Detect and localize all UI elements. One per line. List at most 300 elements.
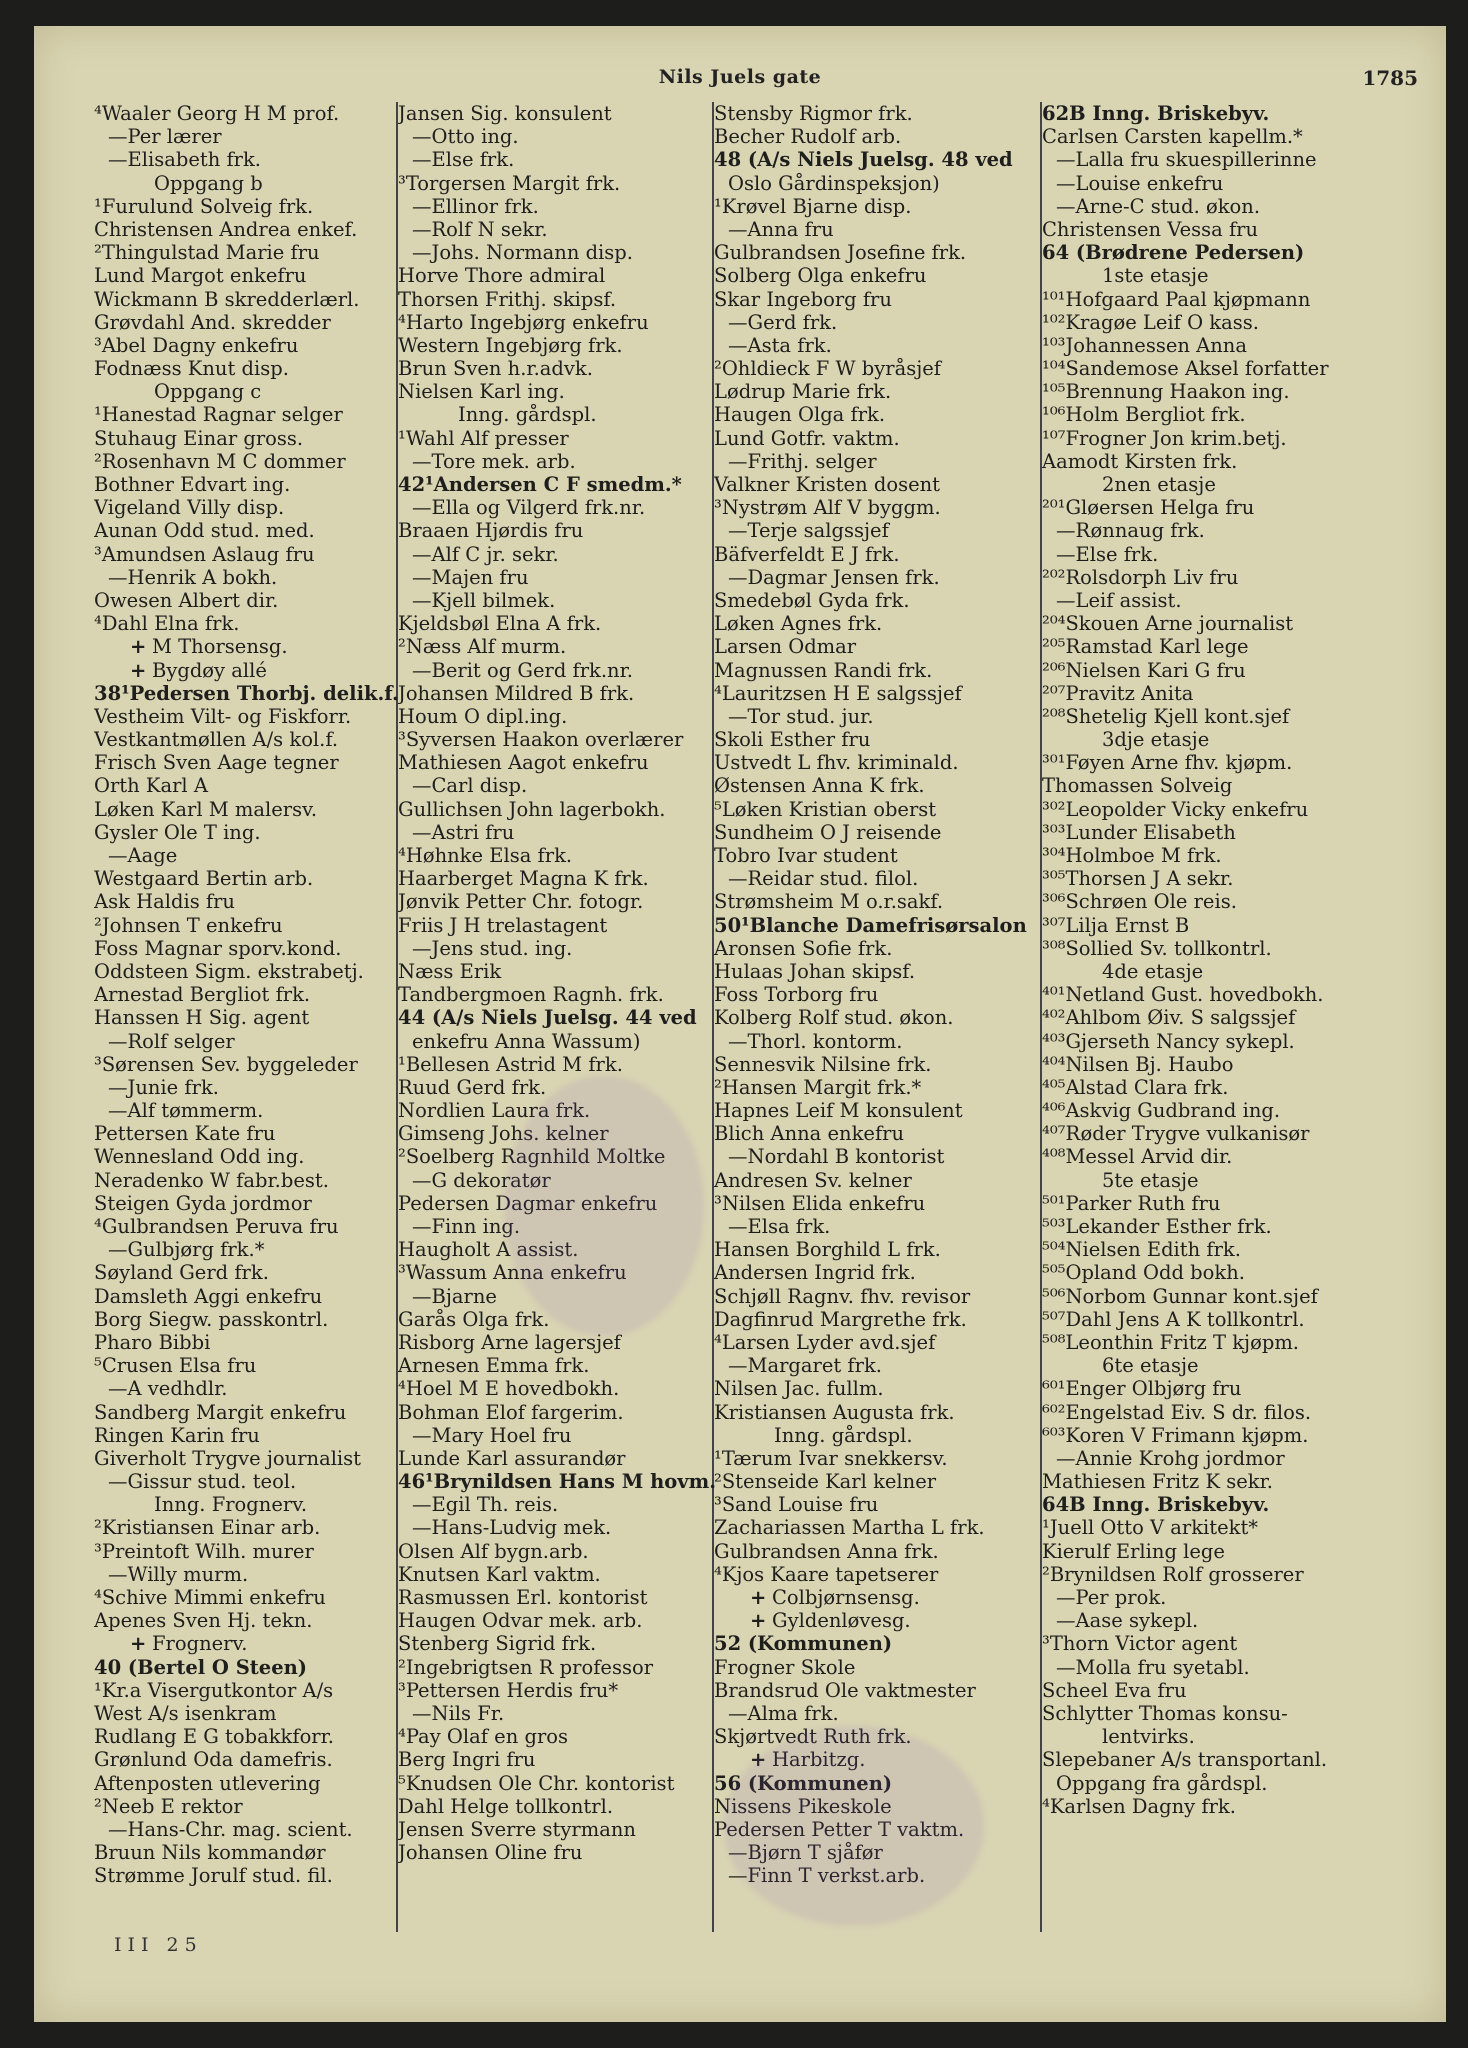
directory-entry <box>1042 1540 1412 1563</box>
entry-text: ⁴⁰⁸Messel Arvid dir. <box>1042 1145 1233 1169</box>
entry-text: Søyland Gerd frk. <box>94 1261 269 1285</box>
entry-text: ³⁰⁸Sollied Sv. tollkontrl. <box>1042 936 1272 960</box>
entry-text: ³Amundsen Aslaug fru <box>94 542 315 566</box>
directory-entry <box>94 844 429 867</box>
entry-text: Skar Ingeborg fru <box>714 287 892 311</box>
directory-entry <box>94 890 429 913</box>
directory-entry <box>398 1656 742 1679</box>
directory-entry <box>94 1215 429 1238</box>
directory-entry <box>714 1076 1078 1099</box>
directory-entry <box>1042 450 1412 473</box>
entry-text: Oppgang c <box>154 380 262 404</box>
directory-entry <box>94 1145 429 1168</box>
entry-text: Rasmussen Erl. kontorist <box>398 1586 648 1609</box>
entry-text: Haugholt A assist. <box>398 1238 579 1262</box>
directory-entry <box>1042 1261 1412 1284</box>
cross-street-icon: + <box>750 1748 767 1772</box>
entry-text: Rudlang E G tobakkforr. <box>94 1725 335 1749</box>
entry-text: ⁴Høhnke Elsa frk. <box>398 844 573 867</box>
entry-text: ⁵⁰⁵Opland Odd bokh. <box>1042 1261 1245 1285</box>
directory-column-1 <box>94 102 429 1887</box>
directory-entry <box>1042 844 1412 867</box>
entry-text: Smedebøl Gyda frk. <box>714 588 910 612</box>
entry-text: ⁴⁰⁶Askvig Gudbrand ing. <box>1042 1099 1281 1123</box>
directory-entry <box>714 380 1078 403</box>
directory-entry <box>714 1261 1078 1284</box>
directory-entry <box>94 1122 429 1145</box>
entry-text: ⁵⁰⁶Norbom Gunnar kont.sjef <box>1042 1284 1318 1308</box>
directory-entry <box>398 1540 742 1563</box>
entry-text: Oslo Gårdinspeksjon) <box>728 171 940 195</box>
entry-text: ⁴Waaler Georg H M prof. <box>94 102 340 125</box>
entry-text: ²Kristiansen Einar arb. <box>94 1516 321 1540</box>
entry-text: ²Thingulstad Marie fru <box>94 241 320 265</box>
directory-entry <box>398 1725 742 1748</box>
entry-text: Schjøll Ragnv. fhv. revisor <box>714 1284 971 1308</box>
section-heading <box>398 403 742 426</box>
directory-entry <box>1042 914 1412 937</box>
section-heading <box>94 172 429 195</box>
directory-entry <box>714 774 1078 797</box>
entry-text: ¹Tærum Ivar snekkersv. <box>714 1446 948 1470</box>
section-heading <box>1042 728 1412 751</box>
entry-text: —Hans-Chr. mag. scient. <box>108 1817 353 1841</box>
directory-entry <box>714 1540 1078 1563</box>
entry-text: ¹⁰⁴Sandemose Aksel forfatter <box>1042 357 1329 381</box>
directory-entry <box>714 543 1078 566</box>
entry-text: ¹Bellesen Astrid M frk. <box>398 1052 623 1076</box>
section-heading <box>714 1609 1078 1632</box>
directory-entry <box>398 125 742 148</box>
entry-text: —Frithj. selger <box>728 449 877 473</box>
directory-entry <box>1042 1030 1412 1053</box>
entry-text: —Johs. Normann disp. <box>412 241 633 265</box>
entry-text: Nilsen Jac. fullm. <box>714 1377 884 1401</box>
entry-text: Hulaas Johan skipsf. <box>714 959 916 983</box>
entry-text: —Tor stud. jur. <box>728 704 874 728</box>
directory-entry <box>398 1748 742 1771</box>
directory-entry <box>398 659 742 682</box>
entry-text: Slepebaner A/s transportanl. <box>1042 1748 1328 1772</box>
section-heading <box>1042 264 1412 287</box>
entry-text: Oppgang fra gårdspl. <box>1056 1771 1268 1795</box>
entry-text: enkefru Anna Wassum) <box>412 1029 641 1053</box>
entry-text: —Annie Krohg jordmor <box>1056 1446 1285 1470</box>
directory-entry <box>398 1377 742 1400</box>
entry-text: ⁶⁰³Koren V Frimann kjøpm. <box>1042 1423 1309 1447</box>
entry-text: —Astri fru <box>412 820 515 844</box>
entry-text: —Rolf N sekr. <box>412 217 548 241</box>
entry-text: ⁴⁰⁵Alstad Clara frk. <box>1042 1075 1229 1099</box>
entry-text: ⁴Kjos Kaare tapetserer <box>714 1562 939 1586</box>
directory-entry <box>94 1401 429 1424</box>
directory-entry <box>398 195 742 218</box>
directory-entry <box>714 496 1078 519</box>
directory-entry <box>1042 1632 1412 1655</box>
entry-text: Mathiesen Fritz K sekr. <box>1042 1470 1273 1494</box>
entry-text: ¹Wahl Alf presser <box>398 426 569 450</box>
directory-entry <box>94 1795 429 1818</box>
entry-text: Lunde Karl assurandør <box>398 1446 626 1470</box>
directory-entry <box>398 1563 742 1586</box>
entry-text: Blich Anna enkefru <box>714 1122 905 1146</box>
entry-text: ⁴Hoel M E hovedbokh. <box>398 1377 620 1401</box>
entry-text: ³⁰⁷Lilja Ernst B <box>1042 913 1190 937</box>
entry-text: Gullichsen John lagerbokh. <box>398 797 666 821</box>
entry-text: ¹Furulund Solveig frk. <box>94 194 314 218</box>
entry-text: ¹Krøvel Bjarne disp. <box>714 194 912 218</box>
entry-text: —Gissur stud. teol. <box>108 1470 297 1494</box>
entry-text: Pharo Bibbi <box>94 1330 211 1354</box>
entry-text: ²⁰¹Gløersen Helga fru <box>1042 496 1255 520</box>
entry-text: Sandberg Margit enkefru <box>94 1400 347 1424</box>
entry-text: Hanssen H Sig. agent <box>94 1006 310 1030</box>
directory-entry <box>1042 218 1412 241</box>
entry-text: —Nordahl B kontorist <box>728 1145 945 1169</box>
directory-entry <box>714 1725 1078 1748</box>
entry-text: Scheel Eva fru <box>1042 1678 1187 1702</box>
section-heading <box>714 1424 1078 1447</box>
entry-text: Grøvdahl And. skredder <box>94 310 331 334</box>
entry-text: ²Brynildsen Rolf grosserer <box>1042 1562 1304 1586</box>
entry-text: Olsen Alf bygn.arb. <box>398 1539 589 1563</box>
entry-text: 44 (A/s Niels Juelsg. 44 ved <box>398 1006 697 1030</box>
entry-text: Kolberg Rolf stud. økon. <box>714 1006 954 1030</box>
entry-text: —Reidar stud. filol. <box>728 867 919 891</box>
entry-text: Frisch Sven Aage tegner <box>94 751 339 775</box>
entry-text: Christensen Andrea enkef. <box>94 217 358 241</box>
entry-text: Horve Thore admiral <box>398 264 606 288</box>
directory-entry <box>714 334 1078 357</box>
directory-entry <box>398 589 742 612</box>
directory-entry <box>714 751 1078 774</box>
directory-entry <box>1042 1748 1412 1771</box>
directory-entry <box>714 1308 1078 1331</box>
directory-entry <box>714 1656 1078 1679</box>
entry-text: ⁴Lauritzsen H E salgssjef <box>714 681 962 705</box>
directory-entry <box>1042 1679 1412 1702</box>
entry-text: —Elisabeth frk. <box>108 148 262 172</box>
directory-entry <box>94 264 429 287</box>
entry-text: ²Ohldieck F W byråsjef <box>714 357 942 381</box>
entry-text: Østensen Anna K frk. <box>714 774 925 798</box>
directory-entry <box>398 1702 742 1725</box>
directory-entry <box>398 1331 742 1354</box>
entry-text: ⁴Pay Olaf en gros <box>398 1725 569 1749</box>
entry-text: Oddsteen Sigm. ekstrabetj. <box>94 959 364 983</box>
directory-entry <box>398 774 742 797</box>
cross-street-icon: + <box>130 1632 147 1656</box>
directory-entry <box>94 288 429 311</box>
directory-entry <box>1042 1331 1412 1354</box>
entry-text: 2nen etasje <box>1102 473 1216 496</box>
entry-text: 4de etasje <box>1102 959 1204 983</box>
directory-entry <box>94 914 429 937</box>
entry-text: ⁵Løken Kristian oberst <box>714 797 937 821</box>
entry-text: ³⁰⁴Holmboe M frk. <box>1042 844 1222 867</box>
entry-text: ⁵⁰¹Parker Ruth fru <box>1042 1191 1221 1215</box>
entry-text: ¹Kr.a Visergutkontor A/s <box>94 1678 334 1702</box>
directory-entry <box>94 1169 429 1192</box>
entry-text: —Nils Fr. <box>412 1701 505 1725</box>
directory-entry <box>398 1030 742 1053</box>
directory-entry <box>714 566 1078 589</box>
directory-entry <box>1042 1053 1412 1076</box>
entry-text: 42¹Andersen C F smedm.* <box>398 473 682 496</box>
directory-entry <box>714 1563 1078 1586</box>
entry-text: Jønvik Petter Chr. fotogr. <box>398 890 644 914</box>
directory-entry <box>714 1772 1078 1795</box>
entry-text: Pettersen Kate fru <box>94 1122 276 1146</box>
directory-entry <box>398 264 742 287</box>
directory-entry <box>398 890 742 913</box>
directory-entry <box>1042 1145 1412 1168</box>
entry-text: Garås Olga frk. <box>398 1307 550 1331</box>
entry-text: Becher Rudolf arb. <box>714 125 902 149</box>
directory-entry <box>1042 1447 1412 1470</box>
directory-entry <box>94 1261 429 1284</box>
entry-text: ²⁰²Rolsdorph Liv fru <box>1042 565 1239 589</box>
entry-text: Aftenposten utlevering <box>94 1771 321 1795</box>
entry-text: —Gerd frk. <box>728 310 838 334</box>
directory-entry <box>1042 867 1412 890</box>
entry-text: —Asta frk. <box>728 333 832 357</box>
directory-entry <box>1042 612 1412 635</box>
directory-entry <box>1042 983 1412 1006</box>
entry-text: Westgaard Bertin arb. <box>94 867 314 891</box>
directory-entry <box>94 496 429 519</box>
entry-text: Pedersen Petter T vaktm. <box>714 1817 965 1841</box>
entry-text: Inng. Frognerv. <box>154 1493 308 1517</box>
entry-text: 50¹Blanche Damefrisørsalon <box>714 913 1027 937</box>
entry-text: Berg Ingri fru <box>398 1748 536 1772</box>
directory-entry <box>398 496 742 519</box>
directory-entry <box>398 1285 742 1308</box>
directory-entry <box>1042 659 1412 682</box>
directory-entry <box>1042 1006 1412 1029</box>
cross-street-icon: + <box>750 1586 767 1609</box>
entry-text: ⁵⁰⁴Nielsen Edith frk. <box>1042 1238 1241 1262</box>
directory-entry <box>714 1030 1078 1053</box>
directory-entry <box>714 427 1078 450</box>
entry-text: Western Ingebjørg frk. <box>398 333 623 357</box>
directory-entry <box>94 1864 429 1887</box>
entry-text: Pedersen Dagmar enkefru <box>398 1191 658 1215</box>
entry-text: ²⁰⁶Nielsen Kari G fru <box>1042 658 1246 682</box>
directory-entry <box>398 937 742 960</box>
directory-entry <box>1042 774 1412 797</box>
directory-entry <box>714 218 1078 241</box>
directory-entry <box>714 1841 1078 1864</box>
directory-entry <box>714 473 1078 496</box>
entry-text: ²Stenseide Karl kelner <box>714 1470 937 1494</box>
directory-entry <box>714 728 1078 751</box>
directory-entry <box>714 172 1078 195</box>
section-heading <box>94 635 429 658</box>
directory-entry <box>94 1702 429 1725</box>
entry-text: —Terje salgssjef <box>728 519 889 543</box>
entry-text: Fodnæss Knut disp. <box>94 357 289 381</box>
entry-text: —Bjørn T sjåfør <box>728 1841 883 1865</box>
directory-entry <box>714 798 1078 821</box>
directory-entry <box>94 1238 429 1261</box>
entry-text: —Rønnaug frk. <box>1056 519 1205 543</box>
directory-entry <box>714 682 1078 705</box>
entry-text: Valkner Kristen dosent <box>714 473 941 496</box>
directory-entry <box>398 1772 742 1795</box>
directory-entry <box>398 612 742 635</box>
directory-entry <box>1042 357 1412 380</box>
entry-text: ²Næss Alf murm. <box>398 635 567 659</box>
directory-entry <box>94 102 429 125</box>
entry-text: Lund Gotfr. vaktm. <box>714 426 900 450</box>
directory-page <box>34 26 1446 2022</box>
entry-text: Kjeldsbøl Elna A frk. <box>398 612 602 636</box>
directory-entry <box>398 1447 742 1470</box>
entry-text: 46¹Brynildsen Hans M hovm. <box>398 1470 717 1494</box>
entry-text: Risborg Arne lagersjef <box>398 1330 621 1354</box>
entry-text: Gysler Ole T ing. <box>94 820 261 844</box>
directory-entry <box>398 1679 742 1702</box>
directory-entry <box>714 705 1078 728</box>
entry-text: 52 (Kommunen) <box>714 1632 893 1656</box>
entry-text: ⁴Gulbrandsen Peruva fru <box>94 1215 339 1238</box>
entry-text: Aamodt Kirsten frk. <box>1042 449 1238 473</box>
entry-text: Grønlund Oda damefris. <box>94 1748 333 1772</box>
directory-entry <box>94 125 429 148</box>
directory-entry <box>94 1308 429 1331</box>
directory-entry <box>94 543 429 566</box>
entry-text: ¹Juell Otto V arkitekt* <box>1042 1516 1259 1540</box>
entry-text: ⁴⁰⁴Nilsen Bj. Haubo <box>1042 1052 1234 1076</box>
directory-entry <box>1042 798 1412 821</box>
directory-entry <box>714 1493 1078 1516</box>
directory-entry <box>714 311 1078 334</box>
entry-text: Tobro Ivar student <box>714 844 898 867</box>
directory-entry <box>94 1563 429 1586</box>
directory-column-2 <box>398 102 742 1864</box>
directory-entry <box>94 1076 429 1099</box>
entry-text: Ask Haldis fru <box>94 890 235 914</box>
entry-text: Bygdøy allé <box>152 658 267 682</box>
entry-text: —Henrik A bokh. <box>108 565 278 589</box>
entry-text: ³⁰²Leopolder Vicky enkefru <box>1042 797 1309 821</box>
section-heading <box>94 380 429 403</box>
entry-text: Frogner Skole <box>714 1655 856 1679</box>
entry-text: Thorsen Frithj. skipsf. <box>398 287 617 311</box>
entry-text: Andersen Ingrid frk. <box>714 1261 916 1285</box>
entry-text: —Willy murm. <box>108 1562 249 1586</box>
directory-entry <box>1042 1401 1412 1424</box>
entry-text: —Else frk. <box>1056 542 1159 566</box>
directory-entry <box>1042 311 1412 334</box>
directory-entry <box>1042 1586 1412 1609</box>
entry-text: ³Preintoft Wilh. murer <box>94 1539 314 1563</box>
entry-text: —A vedhdlr. <box>108 1377 228 1401</box>
entry-text: Apenes Sven Hj. tekn. <box>94 1609 313 1633</box>
directory-entry <box>714 1169 1078 1192</box>
entry-text: Sundheim O J reisende <box>714 820 942 844</box>
entry-text: Stensby Rigmor frk. <box>714 102 913 125</box>
directory-entry <box>398 1493 742 1516</box>
entry-text: 6te etasje <box>1102 1354 1199 1378</box>
entry-text: —Aase sykepl. <box>1056 1609 1199 1633</box>
directory-entry <box>714 1377 1078 1400</box>
directory-entry <box>714 1285 1078 1308</box>
entry-text: Schlytter Thomas konsu- <box>1042 1701 1288 1725</box>
entry-text: —Elsa frk. <box>728 1215 831 1238</box>
entry-text: —Arne-C stud. økon. <box>1056 194 1261 218</box>
entry-text: —G dekoratør <box>412 1168 551 1192</box>
entry-text: Gyldenløvesg. <box>772 1609 911 1633</box>
section-heading <box>94 1632 429 1655</box>
directory-entry <box>94 705 429 728</box>
entry-text: ⁴Karlsen Dagny frk. <box>1042 1794 1236 1818</box>
directory-entry <box>714 1215 1078 1238</box>
entry-text: —Junie frk. <box>108 1075 219 1099</box>
entry-text: ³Torgersen Margit frk. <box>398 171 621 195</box>
entry-text: Dagfinrud Margrethe frk. <box>714 1307 967 1331</box>
directory-entry <box>1042 937 1412 960</box>
directory-entry <box>398 288 742 311</box>
directory-entry <box>94 1470 429 1493</box>
entry-text: ³Sørensen Sev. byggeleder <box>94 1052 358 1076</box>
directory-entry <box>714 519 1078 542</box>
directory-column-3 <box>714 102 1078 1887</box>
directory-entry <box>398 1261 742 1284</box>
directory-entry <box>398 844 742 867</box>
entry-text: Borg Siegw. passkontrl. <box>94 1307 329 1331</box>
entry-text: Haugen Olga frk. <box>714 403 886 427</box>
entry-text: ²⁰⁵Ramstad Karl lege <box>1042 635 1249 659</box>
directory-entry <box>1042 1238 1412 1261</box>
entry-text: Jansen Sig. konsulent <box>398 102 612 125</box>
entry-text: Næss Erik <box>398 959 502 983</box>
entry-text: Frognerv. <box>152 1632 248 1656</box>
entry-text: Bruun Nils kommandør <box>94 1841 326 1865</box>
directory-entry <box>1042 1470 1412 1493</box>
entry-text: lentvirks. <box>1102 1725 1195 1749</box>
entry-text: —Bjarne <box>412 1284 497 1308</box>
directory-entry <box>398 1401 742 1424</box>
directory-entry <box>714 1818 1078 1841</box>
entry-text: —Margaret frk. <box>728 1354 882 1378</box>
directory-entry <box>94 751 429 774</box>
entry-text: Sennesvik Nilsine frk. <box>714 1052 932 1076</box>
directory-entry <box>714 1702 1078 1725</box>
directory-entry <box>94 1772 429 1795</box>
directory-entry <box>94 774 429 797</box>
entry-text: —Aage <box>108 844 178 867</box>
directory-entry <box>398 473 742 496</box>
directory-entry <box>714 288 1078 311</box>
directory-entry <box>1042 1772 1412 1795</box>
directory-entry <box>714 241 1078 264</box>
entry-text: Hansen Borghild L frk. <box>714 1238 941 1262</box>
entry-text: ³Abel Dagny enkefru <box>94 333 299 357</box>
directory-entry <box>714 403 1078 426</box>
directory-entry <box>398 334 742 357</box>
footer-marker: III 25 <box>114 1934 203 1956</box>
entry-text: —Per lærer <box>108 125 222 149</box>
entry-text: Harbitzg. <box>772 1748 866 1772</box>
directory-entry <box>1042 1702 1412 1725</box>
directory-entry <box>398 241 742 264</box>
directory-entry <box>398 1238 742 1261</box>
directory-entry <box>1042 566 1412 589</box>
directory-entry <box>94 1748 429 1771</box>
directory-entry <box>94 241 429 264</box>
